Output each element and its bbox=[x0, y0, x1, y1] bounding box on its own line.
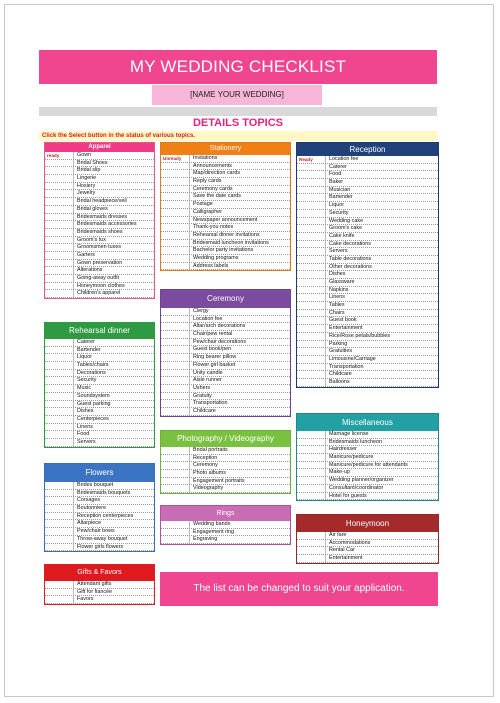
checklist-item-label: Lingerie bbox=[73, 175, 152, 183]
checklist-item-label: Favors bbox=[73, 596, 152, 604]
checklist-item-label: Hosiery bbox=[73, 183, 152, 191]
section-title: Honeymoon bbox=[297, 515, 438, 532]
checklist-item-label: Location fee bbox=[189, 316, 288, 324]
section-apparel bbox=[44, 142, 155, 299]
checklist-item-label: Consultant/coordinator bbox=[325, 485, 436, 493]
status-select[interactable]: Ready bbox=[299, 157, 313, 162]
checklist-item-label: Postage bbox=[189, 201, 288, 209]
checklist-row[interactable] bbox=[297, 333, 438, 341]
checklist-item-label: Bridal headpiece/veil bbox=[73, 198, 152, 206]
checklist-row[interactable] bbox=[297, 431, 438, 439]
checklist-item-label: Chair/pew rental bbox=[189, 331, 288, 339]
checklist-item-label: Map/direction cards bbox=[189, 170, 288, 178]
checklist-item-label: Invitations bbox=[189, 155, 288, 163]
checklist-row[interactable] bbox=[297, 439, 438, 447]
checklist-item-label: Altarpiece bbox=[73, 520, 152, 528]
checklist-row[interactable] bbox=[45, 581, 154, 589]
checklist-item-label: Ring bearer pillow bbox=[189, 354, 288, 362]
checklist-item-label: Reply cards bbox=[189, 178, 288, 186]
details-topics-heading: DETAILS TOPICS bbox=[192, 117, 284, 129]
checklist-item-label: Bartender bbox=[73, 347, 152, 355]
checklist-row[interactable] bbox=[45, 490, 154, 498]
checklist-row[interactable] bbox=[297, 164, 438, 172]
checklist-item-label: Brides bouquet bbox=[73, 482, 152, 490]
checklist-row[interactable] bbox=[45, 183, 154, 191]
checklist-item-label: Marriage license bbox=[325, 431, 436, 439]
checklist-row[interactable] bbox=[297, 356, 438, 364]
checklist-row[interactable] bbox=[45, 401, 154, 409]
checklist-item-label: Engraving bbox=[189, 536, 288, 544]
checklist-item-label: Groom's tux bbox=[73, 237, 152, 245]
checklist-row[interactable] bbox=[297, 446, 438, 454]
checklist-item-label: Other decorations bbox=[325, 264, 436, 272]
checklist-item-label: Gratuities bbox=[325, 348, 436, 356]
checklist-row[interactable] bbox=[45, 347, 154, 355]
checklist-row[interactable] bbox=[45, 536, 154, 544]
checklist-item-label: Wedding cake bbox=[325, 218, 436, 226]
checklist-row[interactable] bbox=[161, 485, 290, 493]
checklist-item-label: Gown bbox=[73, 152, 152, 160]
checklist-row[interactable] bbox=[297, 264, 438, 272]
checklist-row[interactable] bbox=[161, 408, 290, 416]
checklist-item-label: Hotel for guests bbox=[325, 493, 436, 501]
checklist-row[interactable] bbox=[45, 505, 154, 513]
checklist-row[interactable] bbox=[45, 339, 154, 347]
checklist-row[interactable] bbox=[45, 252, 154, 260]
checklist-item-label: Rehearsal dinner invitations bbox=[189, 232, 288, 240]
checklist-item-label: Bartender bbox=[325, 194, 436, 202]
checklist-item-label: Childcare bbox=[325, 371, 436, 379]
checklist-row[interactable] bbox=[161, 247, 290, 255]
checklist-row[interactable] bbox=[45, 267, 154, 275]
checklist-row[interactable] bbox=[161, 217, 290, 225]
checklist-row[interactable] bbox=[161, 536, 290, 544]
checklist-row[interactable] bbox=[161, 455, 290, 463]
checklist-item-label: Groomsmen tuxes bbox=[73, 244, 152, 252]
checklist-item-label: Groom's cake bbox=[325, 225, 436, 233]
checklist-item-label: Reception bbox=[189, 455, 288, 463]
checklist-row[interactable] bbox=[297, 302, 438, 310]
checklist-item-label: Corsages bbox=[73, 497, 152, 505]
checklist-item-label: Ceremony cards bbox=[189, 186, 288, 194]
checklist-item-label: Caterer bbox=[325, 164, 436, 172]
checklist-row[interactable] bbox=[297, 279, 438, 287]
checklist-item-label: Bridal Shoes bbox=[73, 160, 152, 168]
checklist-item-label: Servers bbox=[325, 248, 436, 256]
checklist-row[interactable] bbox=[297, 202, 438, 210]
divider-bar bbox=[39, 107, 437, 116]
checklist-row[interactable] bbox=[45, 167, 154, 175]
checklist-item-label: Ushers bbox=[189, 385, 288, 393]
checklist-item-label: Calligrapher bbox=[189, 209, 288, 217]
checklist-row[interactable] bbox=[297, 469, 438, 477]
checklist-row[interactable] bbox=[45, 237, 154, 245]
checklist-row[interactable] bbox=[161, 521, 290, 529]
checklist-row[interactable] bbox=[297, 454, 438, 462]
section-title: Ceremony bbox=[161, 290, 290, 308]
checklist-row[interactable] bbox=[45, 275, 154, 283]
checklist-item-label: Unity candle bbox=[189, 370, 288, 378]
checklist-row[interactable] bbox=[161, 377, 290, 385]
checklist-item-label: Children's apparel bbox=[73, 290, 152, 298]
checklist-item-label: Tables/chairs bbox=[73, 362, 152, 370]
section-miscellaneous bbox=[296, 413, 439, 501]
checklist-item-label: Decorations bbox=[73, 370, 152, 378]
checklist-row[interactable] bbox=[45, 260, 154, 268]
checklist-item-label: Limousine/Carriage bbox=[325, 356, 436, 364]
section-honeymoon bbox=[296, 514, 439, 564]
checklist-row[interactable] bbox=[161, 393, 290, 401]
checklist-row[interactable] bbox=[45, 370, 154, 378]
checklist-item-label: Clergy bbox=[189, 308, 288, 316]
checklist-item-label: Childcare bbox=[189, 408, 288, 416]
checklist-row[interactable] bbox=[161, 209, 290, 217]
checklist-row[interactable] bbox=[161, 400, 290, 408]
checklist-row[interactable] bbox=[297, 532, 438, 540]
checklist-row[interactable] bbox=[45, 416, 154, 424]
checklist-item-label: Gratuity bbox=[189, 393, 288, 401]
checklist-item-label: Videography bbox=[189, 485, 288, 493]
page-title: MY WEDDING CHECKLIST bbox=[39, 50, 437, 84]
checklist-item-label: Servers bbox=[73, 439, 152, 447]
checklist-row[interactable] bbox=[297, 462, 438, 470]
checklist-item-label: Food bbox=[325, 171, 436, 179]
checklist-row[interactable] bbox=[297, 371, 438, 379]
checklist-row[interactable] bbox=[297, 379, 438, 387]
checklist-row[interactable] bbox=[161, 331, 290, 339]
checklist-row[interactable] bbox=[45, 439, 154, 447]
checklist-row[interactable] bbox=[161, 447, 290, 455]
checklist-row[interactable] bbox=[161, 323, 290, 331]
section-title: Stationery bbox=[161, 143, 290, 155]
checklist-row[interactable] bbox=[161, 163, 290, 171]
checklist-item-label: Linens bbox=[73, 424, 152, 432]
checklist-row[interactable] bbox=[45, 160, 154, 168]
section-title: Miscellaneous bbox=[297, 414, 438, 431]
section-rings bbox=[160, 505, 291, 545]
checklist-item-label: Pew/chair decorations bbox=[189, 339, 288, 347]
checklist-row[interactable] bbox=[161, 155, 290, 163]
checklist-row[interactable] bbox=[297, 555, 438, 563]
checklist-item-label: Aisle runner bbox=[189, 377, 288, 385]
section-title: Gifts & Favors bbox=[45, 565, 154, 581]
checklist-item-label: Bridesmaids bouquets bbox=[73, 490, 152, 498]
checklist-item-label: Announcements bbox=[189, 163, 288, 171]
status-select[interactable]: Unready bbox=[163, 156, 182, 161]
checklist-item-label: Dishes bbox=[325, 271, 436, 279]
checklist-row[interactable] bbox=[45, 214, 154, 222]
checklist-row[interactable] bbox=[297, 248, 438, 256]
checklist-row[interactable] bbox=[45, 198, 154, 206]
checklist-row[interactable] bbox=[45, 544, 154, 552]
checklist-item-label: Accommodations bbox=[325, 540, 436, 548]
checklist-item-label: Bachelor party invitations bbox=[189, 247, 288, 255]
checklist-row[interactable] bbox=[161, 240, 290, 248]
section-title: Apparel bbox=[45, 143, 154, 152]
checklist-row[interactable] bbox=[45, 589, 154, 597]
checklist-row[interactable] bbox=[45, 408, 154, 416]
checklist-item-label: Ceremony bbox=[189, 462, 288, 470]
checklist-row[interactable] bbox=[297, 271, 438, 279]
section-title: Photography / Videography bbox=[161, 431, 290, 447]
checklist-item-label: Chairs bbox=[325, 310, 436, 318]
checklist-item-label: Wedding programs bbox=[189, 255, 288, 263]
section-rehearsal-dinner bbox=[44, 322, 155, 448]
checklist-row[interactable] bbox=[297, 348, 438, 356]
checklist-row[interactable] bbox=[297, 218, 438, 226]
checklist-row[interactable] bbox=[297, 225, 438, 233]
checklist-item-label: Engagement ring bbox=[189, 529, 288, 537]
checklist-item-label: Balloons bbox=[325, 379, 436, 387]
checklist-item-label: Parking bbox=[325, 341, 436, 349]
checklist-item-label: Boutonniere bbox=[73, 505, 152, 513]
checklist-row[interactable] bbox=[297, 477, 438, 485]
checklist-row[interactable] bbox=[297, 187, 438, 195]
section-ceremony bbox=[160, 289, 291, 417]
checklist-item-label: Security bbox=[325, 210, 436, 218]
checklist-row[interactable] bbox=[45, 244, 154, 252]
checklist-row[interactable] bbox=[161, 470, 290, 478]
checklist-item-label: Soundsystem bbox=[73, 393, 152, 401]
checklist-item-label: Honeymoon clothes bbox=[73, 283, 152, 291]
checklist-row[interactable] bbox=[297, 325, 438, 333]
checklist-item-label: Bridesmaids luncheon bbox=[325, 439, 436, 447]
checklist-row[interactable] bbox=[45, 393, 154, 401]
checklist-item-label: Bridal slip bbox=[73, 167, 152, 175]
checklist-item-label: Gown preservation bbox=[73, 260, 152, 268]
checklist-row[interactable] bbox=[161, 362, 290, 370]
section-title: Reception bbox=[297, 143, 438, 156]
checklist-row[interactable] bbox=[297, 256, 438, 264]
checklist-row[interactable] bbox=[45, 152, 154, 160]
checklist-row[interactable] bbox=[45, 424, 154, 432]
checklist-item-label: Entertainment bbox=[325, 555, 436, 563]
checklist-row[interactable] bbox=[161, 170, 290, 178]
checklist-item-label: Manicure/pedicure bbox=[325, 454, 436, 462]
checklist-item-label: Caterer bbox=[73, 339, 152, 347]
checklist-row[interactable] bbox=[297, 341, 438, 349]
checklist-item-label: Napkins bbox=[325, 287, 436, 295]
checklist-row[interactable] bbox=[45, 290, 154, 298]
checklist-item-label: Bridesmaids shoes bbox=[73, 229, 152, 237]
checklist-row[interactable] bbox=[297, 540, 438, 548]
checklist-item-label: Food bbox=[73, 431, 152, 439]
checklist-row[interactable] bbox=[161, 354, 290, 362]
checklist-item-label: Centerpieces bbox=[73, 416, 152, 424]
checklist-item-label: Rice/Rose petals/bubbles bbox=[325, 333, 436, 341]
checklist-item-label: Cake knife bbox=[325, 233, 436, 241]
checklist-item-label: Bridal portraits bbox=[189, 447, 288, 455]
checklist-row[interactable] bbox=[161, 263, 290, 271]
checklist-item-label: Security bbox=[73, 377, 152, 385]
status-select[interactable]: ready bbox=[47, 153, 60, 158]
section-title: Flowers bbox=[45, 464, 154, 482]
checklist-item-label: Reception centerpieces bbox=[73, 513, 152, 521]
checklist-item-label: Bridesmaids dresses bbox=[73, 214, 152, 222]
section-flowers bbox=[44, 463, 155, 552]
checklist-item-label: Rental Car bbox=[325, 547, 436, 555]
checklist-item-label: Air fare bbox=[325, 532, 436, 540]
checklist-row[interactable] bbox=[45, 596, 154, 604]
checklist-item-label: Transportation bbox=[325, 364, 436, 372]
checklist-row[interactable] bbox=[161, 224, 290, 232]
checklist-row[interactable] bbox=[297, 493, 438, 501]
checklist-item-label: Liquor bbox=[73, 354, 152, 362]
checklist-item-label: Bridesmaids accessories bbox=[73, 221, 152, 229]
checklist-row[interactable] bbox=[161, 529, 290, 537]
checklist-row[interactable] bbox=[45, 528, 154, 536]
checklist-item-label: Linens bbox=[325, 294, 436, 302]
checklist-item-label: Dishes bbox=[73, 408, 152, 416]
checklist-row[interactable] bbox=[297, 233, 438, 241]
checklist-item-label: Tables bbox=[325, 302, 436, 310]
checklist-item-label: Location fee bbox=[325, 156, 436, 164]
section-reception bbox=[296, 142, 439, 388]
checklist-item-label: Transportation bbox=[189, 400, 288, 408]
checklist-row[interactable] bbox=[161, 478, 290, 486]
checklist-item-label: Bridal gloves bbox=[73, 206, 152, 214]
checklist-item-label: Liquor bbox=[325, 202, 436, 210]
checklist-row[interactable] bbox=[297, 156, 438, 164]
checklist-item-label: Glassware bbox=[325, 279, 436, 287]
checklist-item-label: Hairdresser bbox=[325, 446, 436, 454]
checklist-item-label: Photo albums bbox=[189, 470, 288, 478]
checklist-item-label: Address labels bbox=[189, 263, 288, 271]
checklist-item-label: Wedding planner/organizer bbox=[325, 477, 436, 485]
checklist-row[interactable] bbox=[297, 485, 438, 493]
checklist-row[interactable] bbox=[45, 362, 154, 370]
checklist-item-label: Baker bbox=[325, 179, 436, 187]
checklist-row[interactable] bbox=[45, 377, 154, 385]
checklist-row[interactable] bbox=[161, 193, 290, 201]
checklist-item-label: Attendant gifts bbox=[73, 581, 152, 589]
checklist-row[interactable] bbox=[297, 364, 438, 372]
checklist-item-label: Engagement portraits bbox=[189, 478, 288, 486]
checklist-item-label: Alterations bbox=[73, 267, 152, 275]
checklist-item-label: Manicure/pedicure for attendants bbox=[325, 462, 436, 470]
checklist-row[interactable] bbox=[45, 190, 154, 198]
checklist-item-label: Flower girl basket bbox=[189, 362, 288, 370]
checklist-row[interactable] bbox=[45, 513, 154, 521]
checklist-row[interactable] bbox=[45, 354, 154, 362]
checklist-row[interactable] bbox=[45, 520, 154, 528]
checklist-row[interactable] bbox=[161, 186, 290, 194]
checklist-row[interactable] bbox=[45, 229, 154, 237]
checklist-item-label: Guest book bbox=[325, 317, 436, 325]
checklist-item-label: Save the date cards bbox=[189, 193, 288, 201]
checklist-item-label: Thank-you notes bbox=[189, 224, 288, 232]
checklist-row[interactable] bbox=[161, 232, 290, 240]
checklist-row[interactable] bbox=[297, 194, 438, 202]
checklist-item-label: Pew/chair bows bbox=[73, 528, 152, 536]
checklist-row[interactable] bbox=[297, 294, 438, 302]
checklist-item-label: Music bbox=[73, 385, 152, 393]
checklist-row[interactable] bbox=[297, 310, 438, 318]
checklist-row[interactable] bbox=[161, 346, 290, 354]
checklist-item-label: Altar/arch decorations bbox=[189, 323, 288, 331]
checklist-row[interactable] bbox=[161, 462, 290, 470]
section-title: Rehearsal dinner bbox=[45, 323, 154, 339]
section-photography-videography bbox=[160, 430, 291, 494]
checklist-row[interactable] bbox=[161, 370, 290, 378]
checklist-item-label: Table decorations bbox=[325, 256, 436, 264]
checklist-item-label: Going-away outfit bbox=[73, 275, 152, 283]
checklist-item-label: Make-up bbox=[325, 469, 436, 477]
checklist-item-label: Musician bbox=[325, 187, 436, 195]
wedding-name-field[interactable]: [NAME YOUR WEDDING] bbox=[152, 85, 322, 105]
checklist-item-label: Guest parking bbox=[73, 401, 152, 409]
checklist-item-label: Flower girls flowers bbox=[73, 544, 152, 552]
checklist-row[interactable] bbox=[45, 497, 154, 505]
checklist-row[interactable] bbox=[297, 179, 438, 187]
checklist-row[interactable] bbox=[297, 171, 438, 179]
checklist-item-label: Cake decorations bbox=[325, 241, 436, 249]
checklist-item-label: Gift for fiancée bbox=[73, 589, 152, 597]
footer-note: The list can be changed to suit your application. bbox=[160, 572, 438, 606]
checklist-row[interactable] bbox=[161, 178, 290, 186]
instruction-hint: Click the Select button in the status of various topics. bbox=[39, 131, 437, 141]
checklist-row[interactable] bbox=[161, 339, 290, 347]
checklist-row[interactable] bbox=[297, 210, 438, 218]
checklist-row[interactable] bbox=[297, 317, 438, 325]
checklist-row[interactable] bbox=[161, 316, 290, 324]
checklist-item-label: Bridesmaid luncheon invitations bbox=[189, 240, 288, 248]
checklist-item-label: Entertainment bbox=[325, 325, 436, 333]
checklist-row[interactable] bbox=[161, 255, 290, 263]
section-stationery bbox=[160, 142, 291, 271]
checklist-row[interactable] bbox=[45, 221, 154, 229]
checklist-row[interactable] bbox=[297, 547, 438, 555]
section-title: Rings bbox=[161, 506, 290, 521]
checklist-item-label: Guest book/pen bbox=[189, 346, 288, 354]
checklist-item-label: Garters bbox=[73, 252, 152, 260]
checklist-row[interactable] bbox=[45, 385, 154, 393]
checklist-row[interactable] bbox=[45, 431, 154, 439]
checklist-row[interactable] bbox=[45, 206, 154, 214]
checklist-row[interactable] bbox=[161, 201, 290, 209]
checklist-row[interactable] bbox=[297, 241, 438, 249]
checklist-item-label: Newspaper announcement bbox=[189, 217, 288, 225]
checklist-item-label: Throw-away bouquet bbox=[73, 536, 152, 544]
checklist-row[interactable] bbox=[45, 175, 154, 183]
checklist-row[interactable] bbox=[161, 385, 290, 393]
checklist-item-label: Wedding bands bbox=[189, 521, 288, 529]
checklist-row[interactable] bbox=[161, 308, 290, 316]
checklist-row[interactable] bbox=[297, 287, 438, 295]
checklist-row[interactable] bbox=[45, 482, 154, 490]
checklist-row[interactable] bbox=[45, 283, 154, 291]
checklist-item-label: Jewelry bbox=[73, 190, 152, 198]
section-gifts-favors bbox=[44, 564, 155, 605]
